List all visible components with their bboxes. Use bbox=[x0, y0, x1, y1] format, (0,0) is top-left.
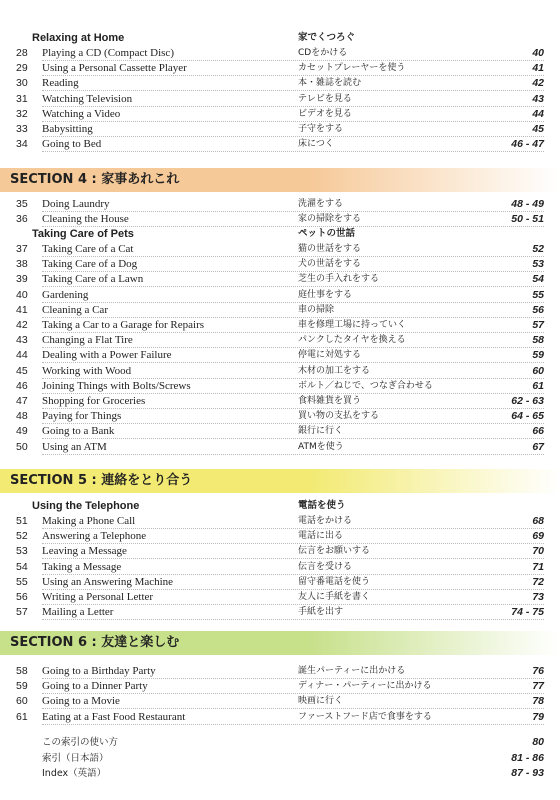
entry-number: 51 bbox=[16, 515, 28, 527]
entry-number: 30 bbox=[16, 77, 28, 90]
entry-number: 34 bbox=[16, 138, 28, 151]
entry-title-english: Taking Care of a Dog bbox=[42, 258, 138, 271]
entry-page-number: 61 bbox=[532, 379, 544, 392]
toc-entry[interactable] bbox=[0, 364, 560, 379]
entry-number: 48 bbox=[16, 410, 28, 423]
entry-title-english: Cleaning a Car bbox=[42, 303, 108, 316]
entry-title-english: Going to Bed bbox=[42, 138, 102, 151]
entry-title-japanese: 家の掃除をする bbox=[298, 214, 362, 225]
entry-page-number: 58 bbox=[532, 334, 544, 347]
section-title: SECTION 5 : 連絡をとり合う bbox=[10, 473, 193, 488]
toc-entry[interactable] bbox=[0, 46, 560, 61]
entry-number: 56 bbox=[16, 591, 28, 603]
entry-page-number: 55 bbox=[532, 288, 544, 301]
entry-title-japanese: 芝生の手入れをする bbox=[298, 274, 380, 285]
toc-entry[interactable] bbox=[0, 257, 560, 272]
entry-title-japanese: 友人に手紙を書く bbox=[298, 592, 371, 602]
toc-entry[interactable] bbox=[0, 61, 560, 76]
entry-title-english: Going to a Dinner Party bbox=[42, 680, 148, 693]
entry-page-number: 79 bbox=[532, 710, 544, 723]
dotted-rule bbox=[42, 724, 544, 725]
entry-title-japanese: 銀行に行く bbox=[298, 426, 344, 437]
toc-entry[interactable] bbox=[0, 710, 560, 725]
entry-number: 58 bbox=[16, 665, 28, 677]
entry-title-japanese: 庭仕事をする bbox=[298, 289, 353, 300]
entry-page-number: 57 bbox=[532, 319, 544, 331]
entry-title-japanese: 犬の世話をする bbox=[298, 259, 362, 270]
entry-title-english: Cleaning the House bbox=[42, 213, 129, 226]
entry-number: 60 bbox=[16, 695, 28, 708]
dotted-rule bbox=[42, 454, 544, 455]
entry-number: 36 bbox=[16, 213, 28, 226]
entry-title-english: Changing a Flat Tire bbox=[42, 334, 133, 347]
entry-title-english: Babysitting bbox=[42, 123, 93, 135]
entry-title-english: Taking a Car to a Garage for Repairs bbox=[42, 319, 205, 331]
toc-entry[interactable] bbox=[0, 529, 560, 544]
entry-page-number: 54 bbox=[532, 273, 544, 286]
entry-title-japanese: 手紙を出す bbox=[298, 607, 344, 618]
section-banner bbox=[0, 469, 560, 493]
entry-page-number: 59 bbox=[532, 349, 544, 362]
index-entry-label: Index（英語） bbox=[42, 768, 107, 779]
index-entry-page: 80 bbox=[532, 736, 544, 748]
entry-title-japanese: 電話をかける bbox=[298, 516, 353, 526]
entry-number: 46 bbox=[16, 379, 28, 392]
section-banner bbox=[0, 631, 560, 655]
entry-page-number: 70 bbox=[532, 545, 544, 558]
entry-title-japanese: 映画に行く bbox=[298, 696, 344, 707]
entry-title-japanese: 買い物の支払をする bbox=[298, 411, 380, 422]
entry-title-english: Using an ATM bbox=[42, 440, 107, 453]
entry-number: 28 bbox=[16, 47, 28, 59]
dotted-rule bbox=[42, 151, 544, 152]
entry-title-japanese: 子守をする bbox=[298, 124, 344, 134]
entry-number: 55 bbox=[16, 575, 28, 588]
entry-page-number: 46 - 47 bbox=[511, 138, 544, 151]
entry-title-english: Using an Answering Machine bbox=[42, 575, 174, 588]
entry-page-number: 42 bbox=[532, 77, 544, 90]
entry-title-japanese: 猫の世話をする bbox=[298, 244, 362, 254]
entry-number: 37 bbox=[16, 243, 28, 255]
toc-entry[interactable] bbox=[0, 197, 560, 212]
section-banner bbox=[0, 168, 560, 192]
entry-page-number: 68 bbox=[532, 515, 544, 527]
toc-entry[interactable] bbox=[0, 212, 560, 227]
entry-page-number: 44 bbox=[532, 107, 544, 120]
entry-page-number: 72 bbox=[532, 575, 544, 588]
entry-title-japanese: 車の掃除 bbox=[298, 304, 335, 315]
entry-number: 31 bbox=[16, 92, 28, 105]
toc-entry[interactable] bbox=[0, 242, 560, 257]
subsection-heading bbox=[0, 498, 560, 514]
entry-title-japanese: ファーストフード店で食事をする bbox=[298, 711, 432, 722]
toc-entry[interactable] bbox=[0, 694, 560, 709]
entry-title-english: Playing a CD (Compact Disc) bbox=[42, 47, 174, 59]
entry-page-number: 52 bbox=[532, 243, 544, 255]
entry-title-english: Writing a Personal Letter bbox=[42, 591, 154, 603]
entry-page-number: 60 bbox=[532, 364, 544, 377]
entry-title-english: Answering a Telephone bbox=[42, 530, 147, 543]
entry-title-japanese: 木材の加工をする bbox=[298, 365, 371, 376]
toc-entry[interactable] bbox=[0, 379, 560, 394]
toc-entry[interactable] bbox=[0, 394, 560, 409]
index-entry-page: 87 - 93 bbox=[511, 767, 544, 779]
toc-entry[interactable] bbox=[0, 288, 560, 303]
entry-page-number: 43 bbox=[532, 92, 544, 105]
subsection-title-japanese: 家でくつろぐ bbox=[298, 32, 356, 43]
section-title: SECTION 6 : 友達と楽しむ bbox=[10, 635, 180, 650]
entry-title-english: Taking Care of a Lawn bbox=[42, 273, 144, 286]
entry-title-japanese: 電話に出る bbox=[298, 531, 344, 542]
entry-title-japanese: 誕生パーティーに出かける bbox=[298, 666, 406, 676]
subsection-title-english: Taking Care of Pets bbox=[32, 228, 134, 240]
entry-title-japanese: ATMを使う bbox=[298, 441, 344, 452]
toc-entry[interactable] bbox=[0, 348, 560, 363]
entry-number: 57 bbox=[16, 606, 28, 619]
entry-number: 45 bbox=[16, 364, 28, 377]
toc-entry[interactable] bbox=[0, 560, 560, 575]
entry-page-number: 45 bbox=[532, 123, 544, 135]
toc-entry[interactable] bbox=[0, 664, 560, 679]
entry-title-english: Watching a Video bbox=[42, 107, 121, 120]
entry-page-number: 64 - 65 bbox=[511, 410, 544, 423]
toc-entry[interactable] bbox=[0, 303, 560, 318]
entry-number: 42 bbox=[16, 319, 28, 331]
toc-entry[interactable] bbox=[0, 92, 560, 107]
toc-entry[interactable] bbox=[0, 514, 560, 529]
entry-page-number: 77 bbox=[532, 680, 544, 693]
entry-number: 29 bbox=[16, 62, 28, 75]
entry-page-number: 53 bbox=[532, 258, 544, 271]
entry-title-english: Gardening bbox=[42, 288, 89, 301]
entry-number: 44 bbox=[16, 349, 28, 362]
entry-title-english: Making a Phone Call bbox=[42, 515, 136, 527]
index-entry[interactable] bbox=[0, 735, 560, 750]
entry-title-japanese: 留守番電話を使う bbox=[298, 576, 371, 587]
toc-entry[interactable] bbox=[0, 440, 560, 455]
entry-page-number: 67 bbox=[532, 440, 544, 453]
subsection-title-japanese: 電話を使う bbox=[298, 500, 346, 511]
toc-entry[interactable] bbox=[0, 605, 560, 620]
entry-title-japanese: テレビを見る bbox=[298, 93, 352, 104]
entry-number: 47 bbox=[16, 395, 28, 407]
entry-page-number: 78 bbox=[532, 695, 544, 708]
entry-title-english: Joining Things with Bolts/Screws bbox=[42, 379, 191, 392]
entry-page-number: 71 bbox=[532, 560, 544, 573]
entry-number: 43 bbox=[16, 334, 28, 347]
toc-entry[interactable] bbox=[0, 76, 560, 91]
entry-title-english: Reading bbox=[42, 77, 79, 90]
subsection-title-english: Using the Telephone bbox=[32, 500, 140, 512]
entry-page-number: 73 bbox=[532, 591, 544, 603]
toc-entry[interactable] bbox=[0, 107, 560, 122]
entry-title-japanese: 洗濯をする bbox=[298, 199, 344, 209]
entry-number: 35 bbox=[16, 198, 28, 210]
entry-title-english: Watching Television bbox=[42, 92, 133, 105]
entry-page-number: 74 - 75 bbox=[511, 606, 544, 619]
toc-entry[interactable] bbox=[0, 544, 560, 559]
entry-title-english: Going to a Birthday Party bbox=[42, 665, 156, 677]
entry-title-english: Dealing with a Power Failure bbox=[42, 349, 172, 362]
entry-title-english: Paying for Things bbox=[42, 410, 122, 423]
entry-number: 50 bbox=[16, 440, 28, 453]
entry-title-english: Doing Laundry bbox=[42, 198, 110, 210]
entry-title-english: Working with Wood bbox=[42, 364, 132, 377]
entry-number: 38 bbox=[16, 258, 28, 271]
dotted-rule bbox=[42, 619, 544, 620]
entry-number: 59 bbox=[16, 680, 28, 693]
entry-title-japanese: 伝言をお願いする bbox=[298, 546, 371, 557]
subsection-heading bbox=[0, 30, 560, 46]
toc-entry[interactable] bbox=[0, 122, 560, 137]
toc-entry[interactable] bbox=[0, 424, 560, 439]
index-entry-label: 索引（日本語） bbox=[42, 752, 109, 764]
entry-number: 53 bbox=[16, 545, 28, 558]
entry-number: 32 bbox=[16, 107, 28, 120]
entry-title-japanese: ビデオを見る bbox=[298, 108, 352, 119]
entry-number: 52 bbox=[16, 530, 28, 543]
entry-page-number: 76 bbox=[532, 665, 544, 677]
index-entry[interactable] bbox=[0, 751, 560, 766]
index-entry-page: 81 - 86 bbox=[511, 751, 544, 764]
subsection-heading bbox=[0, 226, 560, 242]
entry-number: 40 bbox=[16, 288, 28, 301]
entry-title-japanese: 伝言を受ける bbox=[298, 561, 353, 572]
toc-entry[interactable] bbox=[0, 272, 560, 287]
entry-title-english: Mailing a Letter bbox=[42, 606, 114, 619]
entry-title-english: Leaving a Message bbox=[42, 545, 127, 558]
toc-entry[interactable] bbox=[0, 590, 560, 605]
entry-title-japanese: ディナー・パーティーに出かける bbox=[298, 681, 432, 692]
entry-title-japanese: 本・雑誌を読む bbox=[298, 78, 362, 89]
entry-title-japanese: パンクしたタイヤを換える bbox=[298, 335, 406, 346]
subsection-title-japanese: ペットの世話 bbox=[298, 228, 356, 239]
subsection-title-english: Relaxing at Home bbox=[32, 32, 125, 44]
entry-number: 49 bbox=[16, 425, 28, 438]
entry-title-japanese: カセットプレーヤーを使う bbox=[298, 63, 406, 74]
toc-entry[interactable] bbox=[0, 679, 560, 694]
entry-page-number: 50 - 51 bbox=[511, 213, 544, 226]
entry-page-number: 62 - 63 bbox=[511, 395, 544, 407]
entry-title-english: Taking Care of a Cat bbox=[42, 243, 134, 255]
entry-title-english: Eating at a Fast Food Restaurant bbox=[42, 710, 186, 723]
entry-page-number: 41 bbox=[532, 62, 544, 75]
entry-title-english: Shopping for Groceries bbox=[42, 395, 146, 407]
index-entry-label: この索引の使い方 bbox=[42, 737, 119, 748]
toc-entry[interactable] bbox=[0, 575, 560, 590]
toc-entry[interactable] bbox=[0, 333, 560, 348]
toc-entry[interactable] bbox=[0, 137, 560, 152]
entry-page-number: 69 bbox=[532, 530, 544, 543]
index-entry[interactable] bbox=[0, 766, 560, 781]
entry-title-japanese: 食料雑貨を買う bbox=[298, 396, 362, 406]
entry-title-english: Going to a Bank bbox=[42, 425, 115, 438]
entry-title-english: Using a Personal Cassette Player bbox=[42, 62, 187, 75]
entry-title-english: Taking a Message bbox=[42, 560, 122, 573]
entry-page-number: 40 bbox=[532, 47, 544, 59]
entry-number: 61 bbox=[16, 710, 28, 723]
toc-entry[interactable] bbox=[0, 318, 560, 333]
section-title: SECTION 4 : 家事あれこれ bbox=[10, 172, 180, 187]
entry-number: 54 bbox=[16, 560, 28, 573]
entry-page-number: 66 bbox=[532, 425, 544, 438]
entry-number: 41 bbox=[16, 303, 28, 316]
entry-number: 33 bbox=[16, 123, 28, 135]
entry-title-japanese: 車を修理工場に持っていく bbox=[298, 320, 407, 330]
entry-title-japanese: CDをかける bbox=[298, 48, 348, 58]
entry-title-japanese: 床につく bbox=[298, 139, 334, 150]
entry-page-number: 56 bbox=[532, 303, 544, 316]
entry-number: 39 bbox=[16, 273, 28, 286]
toc-entry[interactable] bbox=[0, 409, 560, 424]
entry-page-number: 48 - 49 bbox=[511, 198, 544, 210]
entry-title-english: Going to a Movie bbox=[42, 695, 120, 708]
entry-title-japanese: 停電に対処する bbox=[298, 350, 362, 361]
entry-title-japanese: ボルト／ねじで、つなぎ合わせる bbox=[298, 380, 433, 391]
